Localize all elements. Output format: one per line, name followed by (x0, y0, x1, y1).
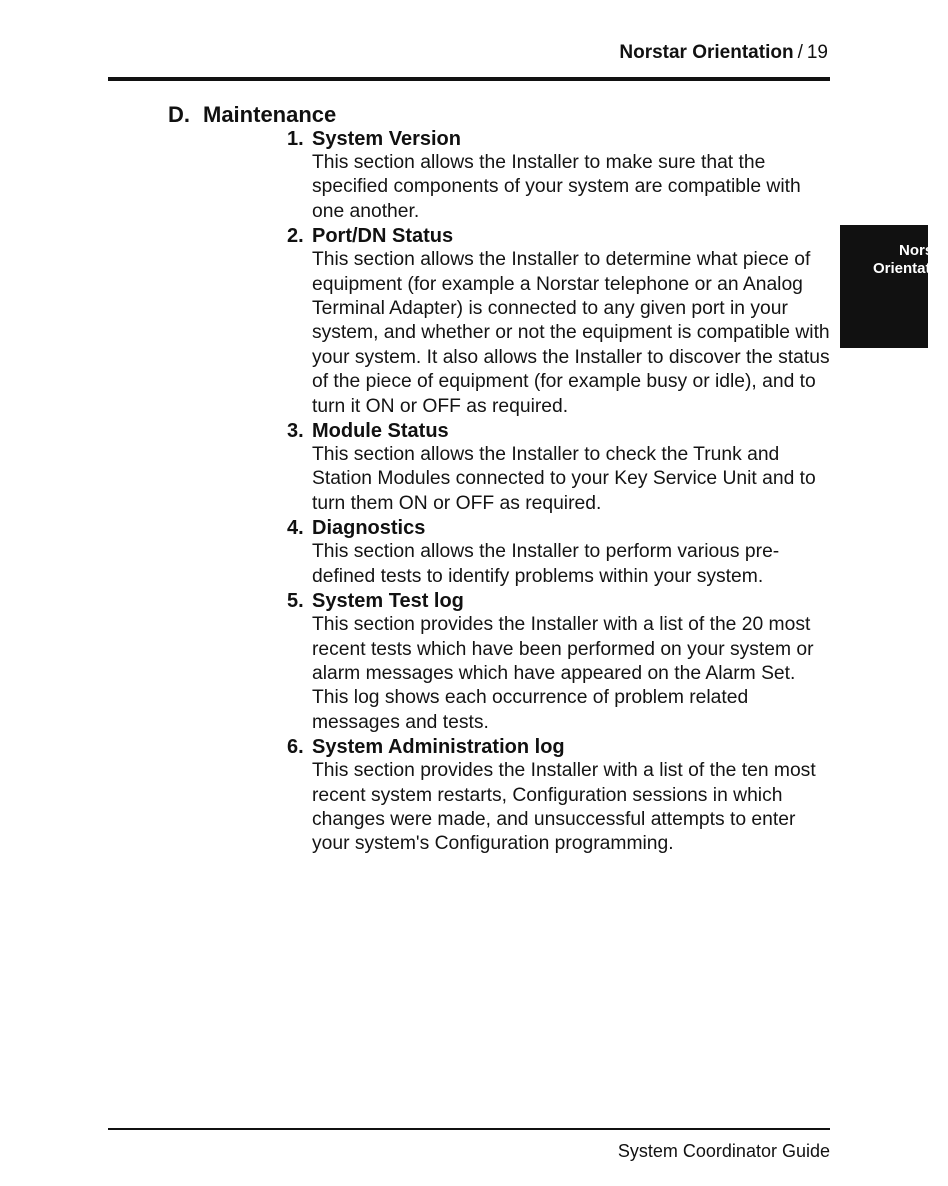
header-title: Norstar Orientation (619, 42, 794, 63)
list-item (287, 735, 832, 857)
item-title: System Version (312, 128, 461, 150)
item-description: This section allows the Installer to determine what piece of equipment (for example a Norstar telephone or an Analog Terminal Adapter) is connected to any given port in your system, and whether or not the equipment is compatible with your system. It also allows the Installer to discover the status of the piece of equipment (for example busy or idle), and to turn it ON or OFF as required. (312, 249, 830, 417)
chapter-tab (840, 225, 939, 348)
section-heading (168, 102, 336, 128)
item-description: This section provides the Installer with a list of the ten most recent system restarts, Configuration sessions in which changes were made, and unsuccessful attempts to enter your system's Configuration programming. (312, 760, 816, 855)
section-letter: D. (168, 102, 190, 127)
item-heading (287, 127, 832, 151)
item-number: 4. (287, 517, 304, 540)
maintenance-list (287, 127, 832, 857)
item-title: Diagnostics (312, 517, 426, 540)
item-number: 1. (287, 128, 304, 150)
item-number: 6. (287, 736, 304, 759)
item-description: This section provides the Installer with a list of the 20 most recent tests which have been performed on your system or alarm messages which have appeared on the Alarm Set. This log shows each occurrence of problem related messages and tests. (312, 614, 814, 733)
list-item (287, 224, 832, 419)
list-item (287, 127, 832, 224)
item-heading (287, 735, 832, 759)
header-separator: / (797, 42, 803, 63)
chapter-tab-line2: Orientati (873, 260, 935, 277)
item-description: This section allows the Installer to make sure that the specified components of your system are compatible with one another. (312, 152, 801, 222)
footer-rule (108, 1128, 830, 1130)
header-rule (108, 77, 830, 81)
item-title: System Administration log (312, 736, 565, 759)
item-description: This section allows the Installer to perform various pre-defined tests to identify problems within your system. (312, 541, 780, 587)
item-heading (287, 419, 832, 443)
chapter-tab-line1: Norst (899, 242, 939, 259)
item-heading (287, 224, 832, 248)
item-number: 2. (287, 225, 304, 248)
list-item (287, 516, 832, 589)
item-heading (287, 589, 832, 613)
item-title: Module Status (312, 420, 449, 443)
item-description: This section allows the Installer to check the Trunk and Station Modules connected to your Key Service Unit and to turn them ON or OFF as required. (312, 444, 816, 514)
list-item (287, 419, 832, 516)
list-item (287, 589, 832, 735)
section-title: Maintenance (203, 102, 337, 127)
item-title: System Test log (312, 590, 464, 613)
item-number: 3. (287, 420, 304, 443)
running-footer: System Coordinator Guide (617, 1141, 830, 1161)
item-heading (287, 516, 832, 540)
item-title: Port/DN Status (312, 225, 454, 248)
page-number: 19 (806, 42, 828, 63)
running-header (619, 42, 828, 64)
item-number: 5. (287, 590, 304, 613)
